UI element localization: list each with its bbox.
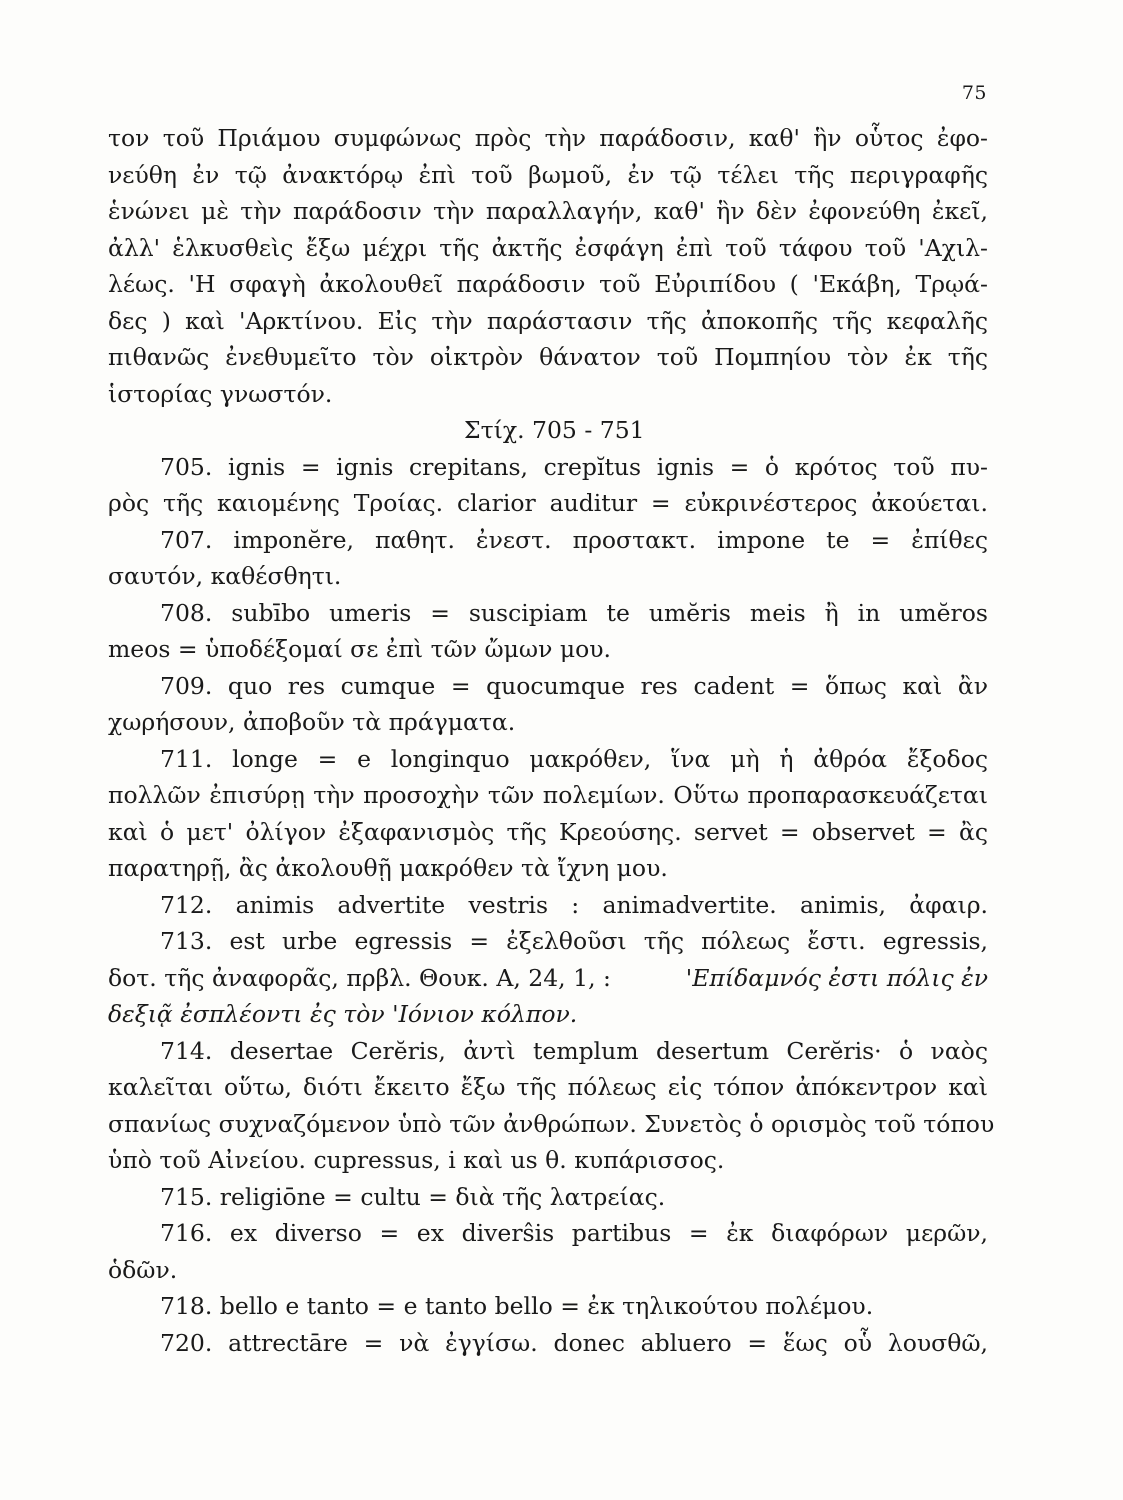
note-line: χωρήσουν, ἀποβοῦν τὰ πράγματα.: [108, 708, 516, 736]
text-line: ἑνώνει μὲ τὴν παράδοσιν τὴν παραλλαγήν, καθ' ἣν δὲν ἐφονεύθη ἐκεῖ,: [108, 197, 988, 225]
note-line: πολλῶν ἐπισύρῃ τὴν προσοχὴν τῶν πολεμίων. Οὕτω προπαρασκευάζεται: [108, 781, 988, 809]
note-line: 707. imponĕre, παθητ. ἐνεστ. προστακτ. impone te = ἐπίθες: [160, 525, 988, 554]
text-line: τον τοῦ Πριάμου συμφώνως πρὸς τὴν παράδοσιν, καθ' ἣν οὗτος ἐφο-: [108, 124, 988, 152]
note-line: σπανίως συχναζόμενον ὑπὸ τῶν ἀνθρώπων. Συνετὸς ὁ ορισμὸς τοῦ τόπου: [108, 1109, 995, 1138]
note-line-part: δοτ. τῆς ἀναφορᾶς, πρβλ. Θουκ. Α, 24, 1, :: [108, 963, 611, 992]
text-line: δες ) καὶ 'Αρκτίνου. Εἰς τὴν παράστασιν τῆς ἀποκοπῆς τῆς κεφαλῆς: [108, 306, 988, 335]
text-line: πιθανῶς ἐνεθυμεῖτο τὸν οἰκτρὸν θάνατον τοῦ Πομπηίου τὸν ἐκ τῆς: [108, 343, 988, 371]
text-line: λέως. 'Η σφαγὴ ἀκολουθεῖ παράδοσιν τοῦ Εὐριπίδου ( 'Εκάβη, Τρῳά-: [108, 270, 988, 298]
note-line: 705. ignis = ignis crepitans, crepĭtus ignis = ὁ κρότος τοῦ πυ-: [160, 452, 988, 481]
note-line: 716. ex diverso = ex diverŝis partibus = ἐκ διαφόρων μερῶν,: [160, 1219, 988, 1247]
note-line: 714. desertae Cerĕris, ἀντὶ templum desertum Cerĕris· ὁ ναὸς: [160, 1036, 988, 1065]
note-line: παρατηρῇ, ἂς ἀκολουθῇ μακρόθεν τὰ ἴχνη μου.: [108, 854, 668, 882]
note-line: 709. quo res cumque = quocumque res cadent = ὅπως καὶ ἂν: [160, 671, 988, 700]
note-line: καλεῖται οὕτω, διότι ἔκειτο ἔξω τῆς πόλεως εἰς τόπον ἀπόκεντρον καὶ: [108, 1073, 988, 1101]
section-heading: Στίχ. 705 - 751: [464, 416, 645, 444]
quotation-italic: 'Επίδαμνός ἐστι πόλις ἐν: [685, 963, 988, 992]
text-line: νεύθη ἐν τῷ ἀνακτόρῳ ἐπὶ τοῦ βωμοῦ, ἐν τῷ τέλει τῆς περιγραφῆς: [108, 160, 988, 189]
note-line-with-quote: [108, 960, 988, 997]
text-line: ἀλλ' ἑλκυσθεὶς ἔξω μέχρι τῆς ἀκτῆς ἐσφάγη ἐπὶ τοῦ τάφου τοῦ 'Αχιλ-: [108, 233, 988, 262]
page-number: 75: [961, 82, 987, 104]
quotation-italic: δεξιᾷ ἐσπλέοντι ἐς τὸν 'Ιόνιον κόλπον.: [108, 1000, 578, 1028]
note-line: ὑπὸ τοῦ Αἰνείου. cupressus, i καὶ us θ. κυπάρισσος.: [108, 1146, 725, 1174]
quotation-italic-line: [108, 996, 988, 1033]
note-line: meos = ὑποδέξομαί σε ἐπὶ τῶν ὤμων μου.: [108, 635, 612, 663]
note-line: 718. bello e tanto = e tanto bello = ἐκ τηλικούτου πολέμου.: [160, 1292, 874, 1320]
page-body: [108, 120, 995, 1361]
text-line: ἱστορίας γνωστόν.: [108, 379, 333, 408]
note-line: ρὸς τῆς καιομένης Τροίας. clarior auditur = εὐκρινέστερος ἀκούεται.: [108, 489, 988, 517]
note-line: καὶ ὁ μετ' ὀλίγον ἐξαφανισμὸς τῆς Κρεούσης. servet = observet = ἂς: [108, 817, 988, 846]
note-line: σαυτόν, καθέσθητι.: [108, 562, 342, 590]
note-line: 713. est urbe egressis = ἐξελθοῦσι τῆς πόλεως ἔστι. egressis,: [160, 927, 988, 955]
note-line: ὁδῶν.: [108, 1255, 178, 1284]
note-line: 711. longe = e longinquo μακρόθεν, ἵνα μὴ ἡ ἀθρόα ἔξοδος: [160, 744, 988, 773]
note-line: 708. subībo umeris = suscipiam te umĕris meis ἢ in umĕros: [160, 598, 988, 627]
note-line: 715. religiōne = cultu = διὰ τῆς λατρείας.: [160, 1182, 666, 1211]
note-line: 712. animis advertite vestris : animadvertite. animis, ἀφαιρ.: [160, 890, 988, 919]
note-line: 720. attrectāre = νὰ ἐγγίσω. donec abluero = ἕως οὗ λουσθῶ,: [160, 1328, 988, 1357]
